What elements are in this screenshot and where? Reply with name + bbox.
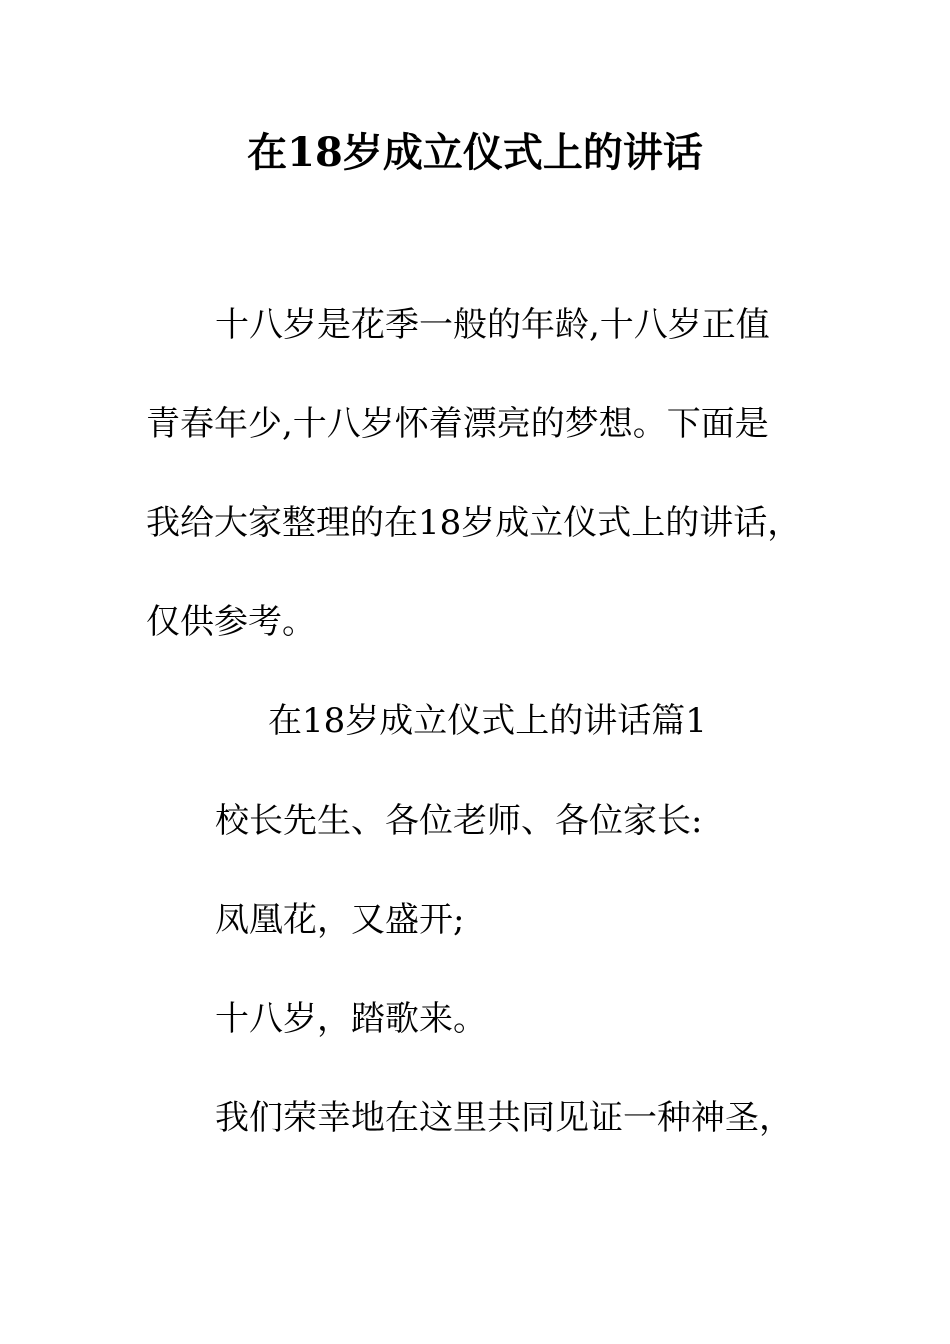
intro-line-3: 我给大家整理的在18岁成立仪式上的讲话， <box>146 503 802 543</box>
intro-line-2: 青春年少,十八岁怀着漂亮的梦想。下面是 <box>146 404 769 444</box>
document-title: 在18岁成立仪式上的讲话 <box>247 129 703 176</box>
section-heading: 在18岁成立仪式上的讲话篇1 <box>268 701 707 741</box>
body-line-2: 凤凰花，又盛开; <box>215 900 465 940</box>
body-line-3: 十八岁，踏歌来。 <box>215 999 487 1039</box>
body-line-4: 我们荣幸地在这里共同见证一种神圣， <box>215 1098 793 1138</box>
intro-line-4: 仅供参考。 <box>146 602 316 642</box>
intro-line-1: 十八岁是花季一般的年龄,十八岁正值 <box>215 305 770 345</box>
body-line-1: 校长先生、各位老师、各位家长: <box>215 801 703 841</box>
